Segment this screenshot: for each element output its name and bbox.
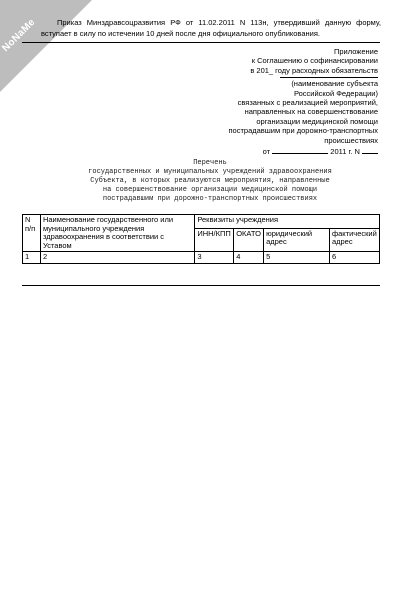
date-blank bbox=[272, 145, 328, 154]
subject-caption-1: (наименование субъекта bbox=[291, 79, 378, 89]
table-cell: 3 bbox=[195, 252, 234, 264]
subject-caption-2: Российской Федерации) bbox=[293, 88, 378, 98]
appendix-line-2: к Соглашению о софинансировании bbox=[251, 56, 378, 66]
table-cell: 4 bbox=[234, 252, 264, 264]
table-cell: 2 bbox=[40, 252, 194, 264]
list-title-3: Субъекта, в которых реализуются мероприятия, направленные bbox=[90, 177, 330, 185]
appendix-title: Приложение bbox=[334, 47, 378, 56]
date-year: 2011 г. N bbox=[330, 147, 360, 157]
list-title-2: государственных и муниципальных учреждений здравоохранения bbox=[88, 168, 332, 176]
appendix-date-line bbox=[220, 145, 378, 156]
col-requisites-header: Реквизиты учреждения bbox=[195, 215, 380, 229]
col-number-header: N п/п bbox=[23, 215, 41, 252]
col-legal-address-header: юридический адрес bbox=[264, 228, 330, 252]
table-cell: 6 bbox=[329, 252, 379, 264]
col-inn-header: ИНН/КПП bbox=[195, 228, 234, 252]
list-title-5: пострадавшим при дорожно-транспортных происшествиях bbox=[102, 195, 318, 203]
institutions-table bbox=[22, 214, 380, 264]
table-number-row bbox=[23, 252, 380, 264]
list-title-4: на совершенствование организации медицинской помощи bbox=[102, 186, 318, 194]
appendix-line-3: в 201_ году расходных обязательств bbox=[250, 65, 378, 75]
appendix-p1: связанных с реализацией мероприятий, bbox=[237, 98, 378, 108]
col-name-header: Наименование государственного или муниципального учреждения здравоохранения в соответствии с Уставом bbox=[40, 215, 194, 252]
appendix-p5: происшествиях bbox=[324, 135, 378, 145]
header-divider bbox=[22, 42, 380, 43]
number-blank bbox=[362, 145, 378, 154]
appendix-p4: пострадавшим при дорожно-транспортных bbox=[228, 126, 378, 136]
appendix-block bbox=[220, 47, 378, 156]
watermark-logo: NoNaMe bbox=[0, 16, 38, 55]
appendix-p2: направленных на совершенствование bbox=[244, 107, 378, 117]
order-note-line-1: Приказ Минздравсоцразвития РФ от 11.02.2011 N 113н, утвердивший данную форму, bbox=[57, 18, 381, 27]
list-title-1: Перечень bbox=[193, 159, 227, 167]
order-note-line-2: вступает в силу по истечении 10 дней после дня официального опубликования. bbox=[41, 29, 320, 38]
list-title bbox=[40, 159, 380, 204]
table-cell: 5 bbox=[264, 252, 330, 264]
date-prefix: от bbox=[262, 147, 271, 157]
table-header-row-1 bbox=[23, 215, 380, 229]
appendix-p3: организации медицинской помощи bbox=[256, 116, 378, 126]
col-actual-address-header: фактический адрес bbox=[329, 228, 379, 252]
order-note bbox=[41, 17, 381, 39]
table-cell: 1 bbox=[23, 252, 41, 264]
col-okato-header: ОКАТО bbox=[234, 228, 264, 252]
footer-divider bbox=[22, 285, 380, 286]
